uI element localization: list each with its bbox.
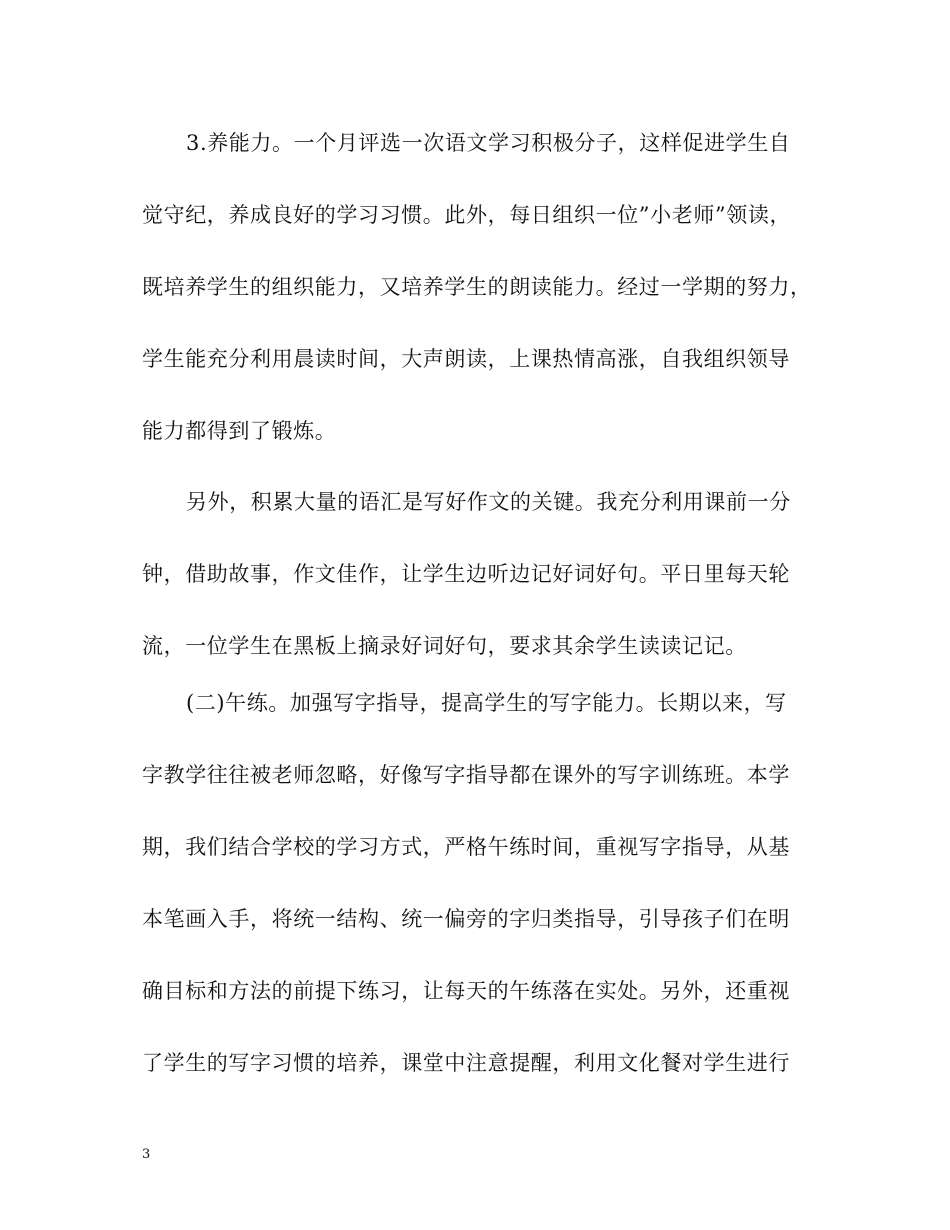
paragraph-line: 既培养学生的组织能力，又培养学生的朗读能力。经过一学期的努力， [142, 275, 812, 299]
paragraph-line: 确目标和方法的前提下练习，让每天的午练落在实处。另外，还重视 [142, 979, 790, 1003]
paragraph-line: 学生能充分利用晨读时间，大声朗读，上课热情高涨，自我组织领导 [142, 347, 790, 371]
paragraph-line: 本笔画入手，将统一结构、统一偏旁的字归类指导，引导孩子们在明 [142, 907, 790, 931]
paragraph-line: 流，一位学生在黑板上摘录好词好句，要求其余学生读读记记。 [142, 634, 747, 658]
paragraph-line: 觉守纪，养成良好的学习习惯。此外，每日组织一位”小老师”领读， [142, 203, 792, 227]
paragraph-line: 字教学往往被老师忽略，好像写字指导都在课外的写字训练班。本学 [142, 763, 790, 787]
paragraph-line: 另外，积累大量的语汇是写好作文的关键。我充分利用课前一分 [186, 490, 791, 514]
paragraph-line: (二)午练。加强写字指导，提高学生的写字能力。长期以来，写 [186, 691, 787, 715]
paragraph-line: 期，我们结合学校的学习方式，严格午练时间，重视写字指导，从基 [142, 835, 790, 859]
paragraph-line: 3.养能力。一个月评选一次语文学习积极分子，这样促进学生自 [186, 131, 791, 155]
paragraph-line: 了学生的写字习惯的培养，课堂中注意提醒，利用文化餐对学生进行 [142, 1051, 790, 1075]
paragraph-line: 钟，借助故事，作文佳作，让学生边听边记好词好句。平日里每天轮 [142, 562, 790, 586]
paragraph-line: 能力都得到了锻炼。 [142, 419, 337, 443]
page-number: 3 [142, 1147, 151, 1162]
